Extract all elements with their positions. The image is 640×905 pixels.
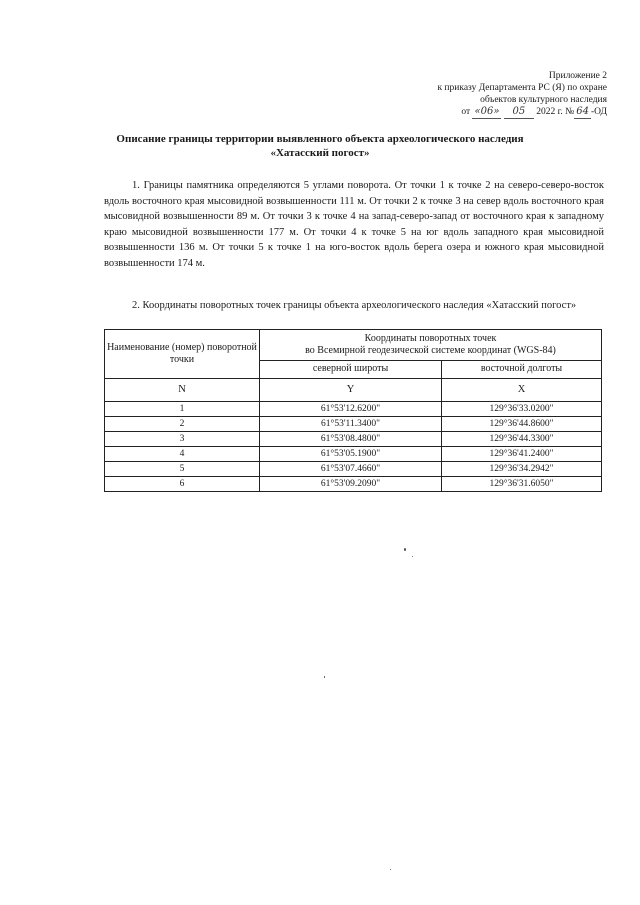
table-header-row: [105, 330, 602, 361]
symbol-x: X: [442, 379, 602, 402]
scan-speck: [324, 676, 325, 678]
scan-speck: [404, 548, 406, 551]
point-longitude: 129°36'31.6050": [442, 477, 602, 492]
appendix-order-ref: к приказу Департамента РС (Я) по охране: [437, 83, 607, 93]
point-longitude: 129°36'44.8600": [442, 417, 602, 432]
header-coordinates-line1: Координаты поворотных точек: [364, 332, 497, 344]
appendix-header: [347, 70, 607, 119]
point-latitude: 61°53'05.1900": [260, 447, 442, 462]
coordinates-table: [104, 329, 602, 492]
header-coordinates-line2: во Всемирной геодезической системе координат (WGS-84): [305, 344, 556, 356]
point-number: 5: [105, 462, 260, 477]
date-day-handwritten: «06»: [474, 106, 500, 117]
point-number: 4: [105, 447, 260, 462]
paragraph-coordinates-intro: 2. Координаты поворотных точек границы объекта археологического наследия «Хатасский погост»: [132, 300, 577, 311]
table-symbol-row: [105, 379, 602, 402]
date-prefix: от: [461, 107, 471, 117]
document-title: [100, 132, 540, 160]
appendix-number: Приложение 2: [548, 71, 607, 81]
point-number: 6: [105, 477, 260, 492]
point-latitude: 61°53'08.4800": [260, 432, 442, 447]
point-longitude: 129°36'33.0200": [442, 402, 602, 417]
appendix-department: объектов культурного наследия: [480, 95, 607, 105]
table-row: [105, 417, 602, 432]
point-latitude: 61°53'07.4660": [260, 462, 442, 477]
point-longitude: 129°36'44.3300": [442, 432, 602, 447]
point-number: 3: [105, 432, 260, 447]
header-point-name: Наименование (номер) поворотной точки: [105, 330, 260, 379]
header-east-longitude: восточной долготы: [442, 360, 602, 378]
table-row: [105, 402, 602, 417]
table-row: [105, 432, 602, 447]
header-coordinates-group: [260, 330, 602, 361]
scan-speck: [412, 556, 413, 557]
date-year: 2022 г. №: [536, 107, 575, 117]
point-latitude: 61°53'09.2090": [260, 477, 442, 492]
point-number: 1: [105, 402, 260, 417]
point-longitude: 129°36'34.2942": [442, 462, 602, 477]
point-number: 2: [105, 417, 260, 432]
order-suffix: ОД: [594, 107, 607, 117]
header-north-latitude: северной широты: [260, 360, 442, 378]
point-latitude: 61°53'11.3400": [260, 417, 442, 432]
title-line-2: «Хатасский погост»: [270, 147, 370, 159]
date-month-handwritten: 05: [504, 106, 534, 119]
symbol-n: N: [105, 379, 260, 402]
table-row: [105, 477, 602, 492]
point-latitude: 61°53'12.6200": [260, 402, 442, 417]
table-row: [105, 447, 602, 462]
order-number-handwritten: 64: [576, 106, 589, 117]
point-longitude: 129°36'41.2400": [442, 447, 602, 462]
appendix-date-line: от «06» 05 2022 г. № 64 -ОД: [461, 106, 607, 117]
table-row: [105, 462, 602, 477]
paragraph-boundaries: 1. Границы памятника определяются 5 углами поворота. От точки 1 к точке 2 на северо-северо-восток вдоль восточного края мысовидной возвышенности 111 м. От точки 2 к точке 3 на север вдоль восточного края мысовидной возвышенности 89 м. От точки 3 к точке 4 на запад-северо-запад от восточного края к западному краю мысовидной возвышенности 177 м. От точки 4 к точке 5 на юг вдоль западного края мысовидной возвышенности 136 м. От точки 5 к точке 1 на юго-восток вдоль берега озера и южного края мысовидной возвышенности 174 м.: [104, 180, 604, 269]
title-line-1: Описание границы территории выявленного объекта археологического наследия: [116, 133, 524, 145]
scan-speck: [390, 869, 391, 870]
symbol-y: Y: [260, 379, 442, 402]
